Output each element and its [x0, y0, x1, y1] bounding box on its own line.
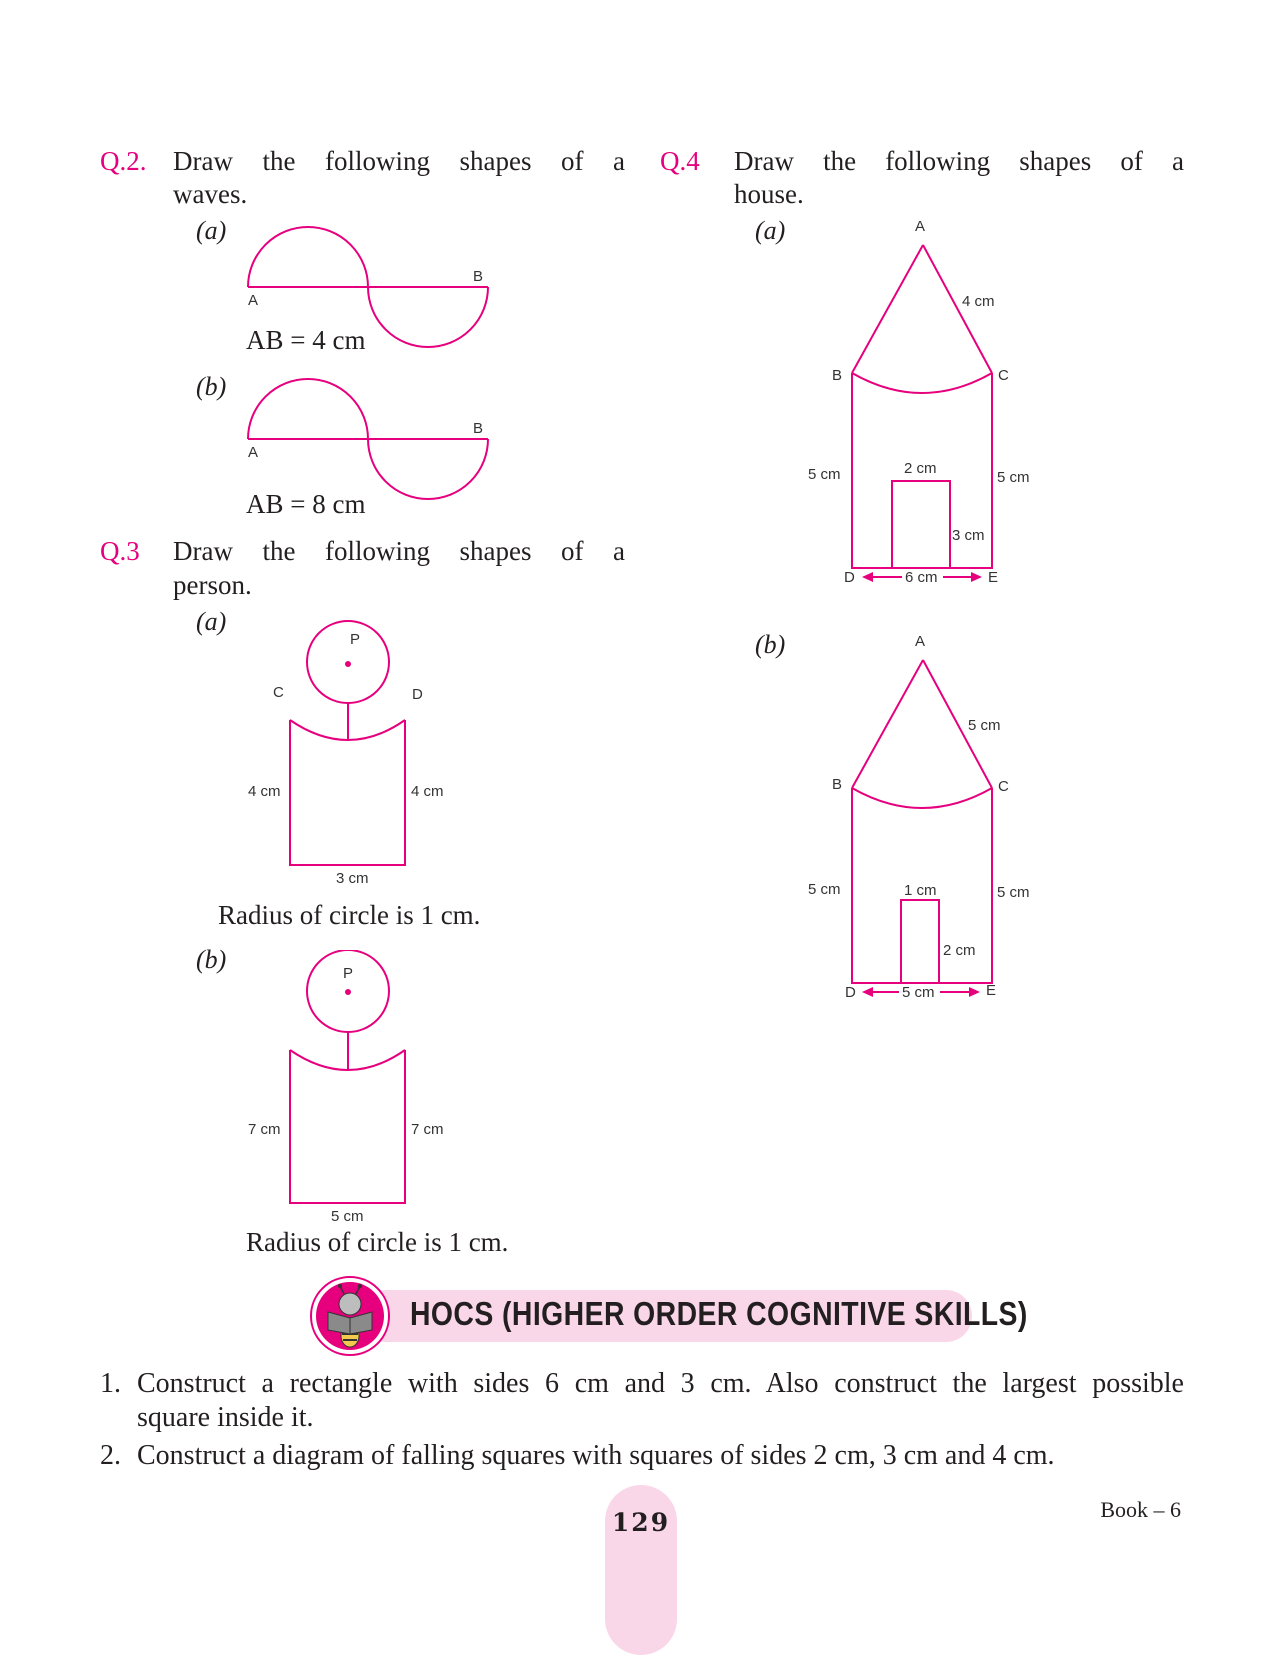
wave-upper-arc [248, 227, 368, 287]
base-length-label: 5 cm [902, 984, 935, 1001]
q2-text-line2: waves. [173, 179, 248, 209]
q3-a-label: (a) [196, 607, 227, 636]
body-rectangle [290, 720, 405, 865]
door-width-label: 1 cm [904, 882, 937, 899]
hocs-item-2-line1: Construct a diagram of falling squares with squares of sides 2 cm, 3 cm and 4 cm. [137, 1440, 1055, 1471]
roof-left-side [852, 660, 923, 788]
q3-text-line2: person. [173, 570, 252, 600]
left-length-label: 7 cm [248, 1121, 281, 1138]
book-label: Book – 6 [1100, 1497, 1181, 1522]
q4-text-line2: house. [734, 179, 804, 209]
arrowhead-left [862, 987, 873, 997]
q2-number: Q.2. [100, 146, 147, 176]
roof-length-label: 4 cm [962, 293, 995, 310]
point-a-label: A [915, 218, 926, 235]
point-a-label: A [248, 444, 259, 461]
bottom-length-label: 3 cm [336, 870, 369, 887]
door-height-label: 3 cm [952, 527, 985, 544]
point-c-label: C [998, 367, 1009, 384]
point-b-label: B [832, 367, 843, 384]
q3-text-line1: Draw the following shapes of a [173, 536, 625, 566]
point-c-label: C [998, 778, 1009, 795]
roof-left-side [852, 245, 923, 373]
bottom-length-label: 5 cm [331, 1208, 364, 1225]
q2-a-caption: AB = 4 cm [246, 325, 366, 355]
arrowhead-right [969, 987, 980, 997]
hocs-item-1-number: 1. [100, 1368, 121, 1399]
wave-lower-arc [368, 439, 488, 499]
q2-text-line1: Draw the following shapes of a [173, 146, 625, 176]
roof-arc [852, 373, 992, 393]
centre-dot [345, 661, 351, 667]
hocs-item-1-line1: Construct a rectangle with sides 6 cm and 3 cm. Also construct the largest possible [137, 1368, 1184, 1399]
q3-b-caption: Radius of circle is 1 cm. [246, 1227, 509, 1257]
right-length-label: 7 cm [411, 1121, 444, 1138]
left-length-label: 4 cm [248, 783, 281, 800]
arrowhead-left [862, 572, 873, 582]
centre-dot [345, 989, 351, 995]
q3-b-label: (b) [196, 945, 227, 974]
arrowhead-right [971, 572, 982, 582]
q2-a-label: (a) [196, 216, 227, 245]
hocs-title: HOCS (HIGHER ORDER COGNITIVE SKILLS) [410, 1295, 1028, 1332]
point-b-label: B [832, 776, 843, 793]
page-number: 129 [611, 1508, 671, 1537]
left-length-label: 5 cm [808, 881, 841, 898]
person-figure-b [240, 950, 460, 1230]
point-p-label: P [350, 631, 361, 648]
point-c-label: C [273, 684, 284, 701]
point-a-label: A [915, 633, 926, 650]
base-length-label: 6 cm [905, 569, 938, 586]
q3-number: Q.3 [100, 536, 140, 566]
wave-figure-b [240, 374, 500, 504]
q4-b-label: (b) [755, 630, 786, 659]
door-height-label: 2 cm [943, 942, 976, 959]
point-b-label: B [473, 420, 484, 437]
right-length-label: 4 cm [411, 783, 444, 800]
hocs-item-2-number: 2. [100, 1440, 121, 1471]
wave-lower-arc [368, 287, 488, 347]
point-b-label: B [473, 268, 484, 285]
roof-arc [852, 788, 992, 808]
left-length-label: 5 cm [808, 466, 841, 483]
point-p-label: P [343, 965, 354, 982]
right-length-label: 5 cm [997, 884, 1030, 901]
hocs-item-1-line2: square inside it. [137, 1402, 314, 1433]
house-figure-a [800, 215, 1040, 595]
point-d-label: D [844, 569, 855, 586]
wave-upper-arc [248, 379, 368, 439]
point-e-label: E [986, 982, 997, 999]
person-figure-a [240, 620, 460, 890]
point-d-label: D [845, 984, 856, 1001]
door-width-label: 2 cm [904, 460, 937, 477]
q2-b-caption: AB = 8 cm [246, 489, 366, 519]
door-rectangle [892, 481, 950, 568]
q3-a-caption: Radius of circle is 1 cm. [218, 900, 481, 930]
right-length-label: 5 cm [997, 469, 1030, 486]
point-e-label: E [988, 569, 999, 586]
q2-b-label: (b) [196, 372, 227, 401]
q4-number: Q.4 [660, 146, 700, 176]
point-a-label: A [248, 292, 259, 309]
reading-bee-icon [310, 1276, 390, 1356]
point-d-label: D [412, 686, 423, 703]
house-figure-b [800, 630, 1040, 1010]
q4-text-line1: Draw the following shapes of a [734, 146, 1184, 176]
roof-length-label: 5 cm [968, 717, 1001, 734]
door-rectangle [901, 900, 939, 983]
q4-a-label: (a) [755, 216, 786, 245]
body-rectangle [290, 1050, 405, 1203]
